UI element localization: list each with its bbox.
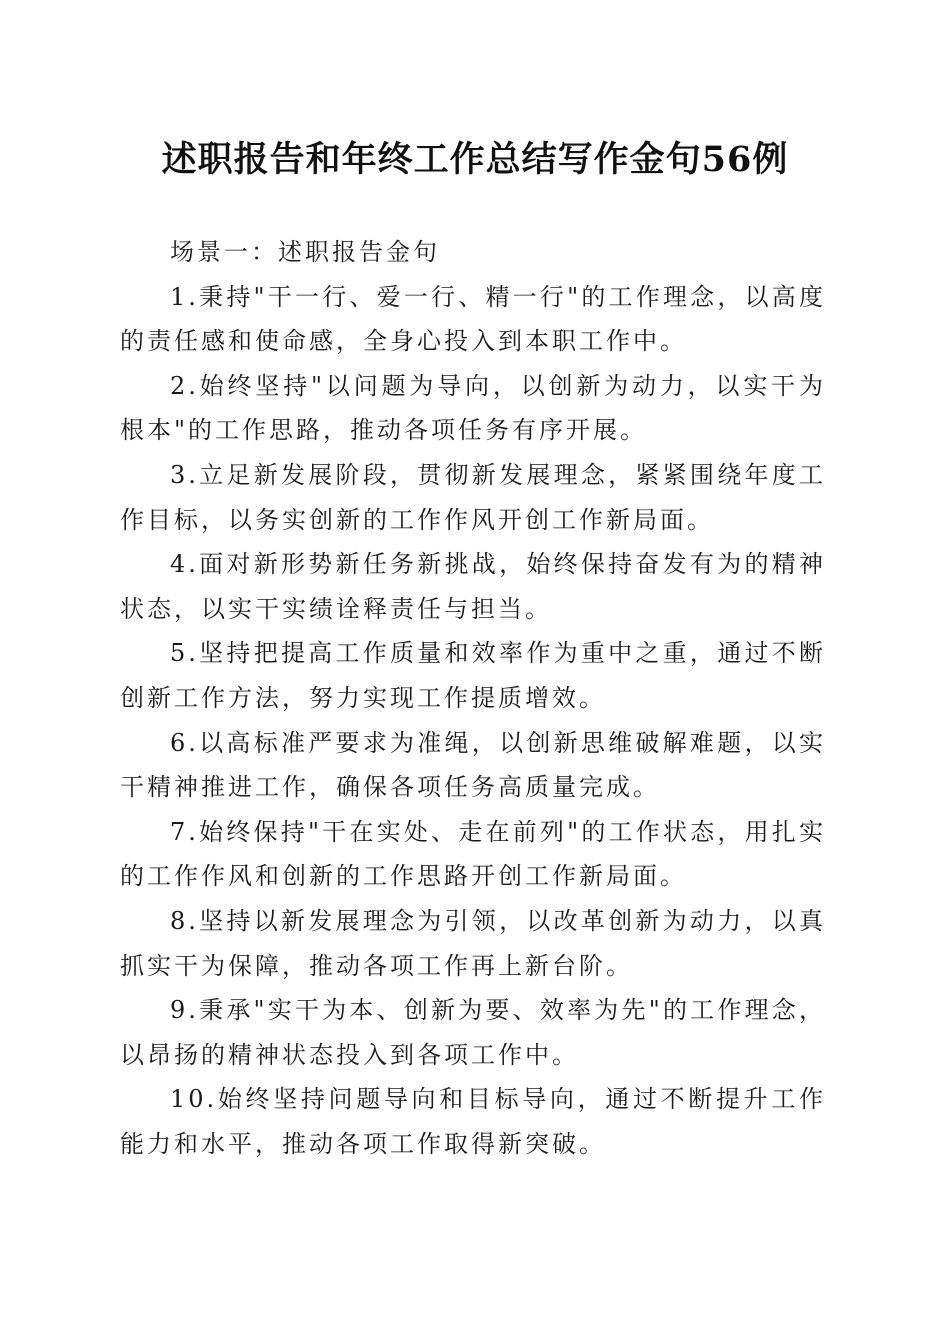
paragraph-item-10: 10.始终坚持问题导向和目标导向，通过不断提升工作能力和水平，推动各项工作取得新突破。: [120, 1085, 826, 1158]
paragraph-item-1: 1.秉持"干一行、爱一行、精一行"的工作理念，以高度的责任感和使命感，全身心投入到本职工作中。: [120, 282, 826, 356]
paragraph-item-2: 2.始终坚持"以问题为导向，以创新为动力，以实干为根本"的工作思路，推动各项任务有序开展。: [120, 371, 826, 445]
document-body: [120, 230, 826, 1166]
section-heading: 场景一：述职报告金句: [170, 238, 440, 266]
paragraph-item-5: 5.坚持把提高工作质量和效率作为重中之重，通过不断创新工作方法，努力实现工作提质增效。: [120, 639, 826, 712]
paragraph-item-6: 6.以高标准严要求为准绳，以创新思维破解难题，以实干精神推进工作，确保各项任务高质量完成。: [120, 728, 826, 802]
paragraph-item-4: 4.面对新形势新任务新挑战，始终保持奋发有为的精神状态，以实干实绩诠释责任与担当。: [120, 550, 826, 623]
paragraph-item-8: 8.坚持以新发展理念为引领，以改革创新为动力，以真抓实干为保障，推动各项工作再上新台阶。: [120, 906, 826, 980]
document-title: 述职报告和年终工作总结写作金句56例: [161, 139, 789, 180]
paragraph-item-7: 7.始终保持"干在实处、走在前列"的工作状态，用扎实的工作作风和创新的工作思路开创工作新局面。: [120, 817, 826, 891]
paragraph-item-9: 9.秉承"实干为本、创新为要、效率为先"的工作理念，以昂扬的精神状态投入到各项工作中。: [120, 996, 826, 1069]
paragraph-item-3: 3.立足新发展阶段，贯彻新发展理念，紧紧围绕年度工作目标，以务实创新的工作作风开创工作新局面。: [120, 460, 826, 534]
